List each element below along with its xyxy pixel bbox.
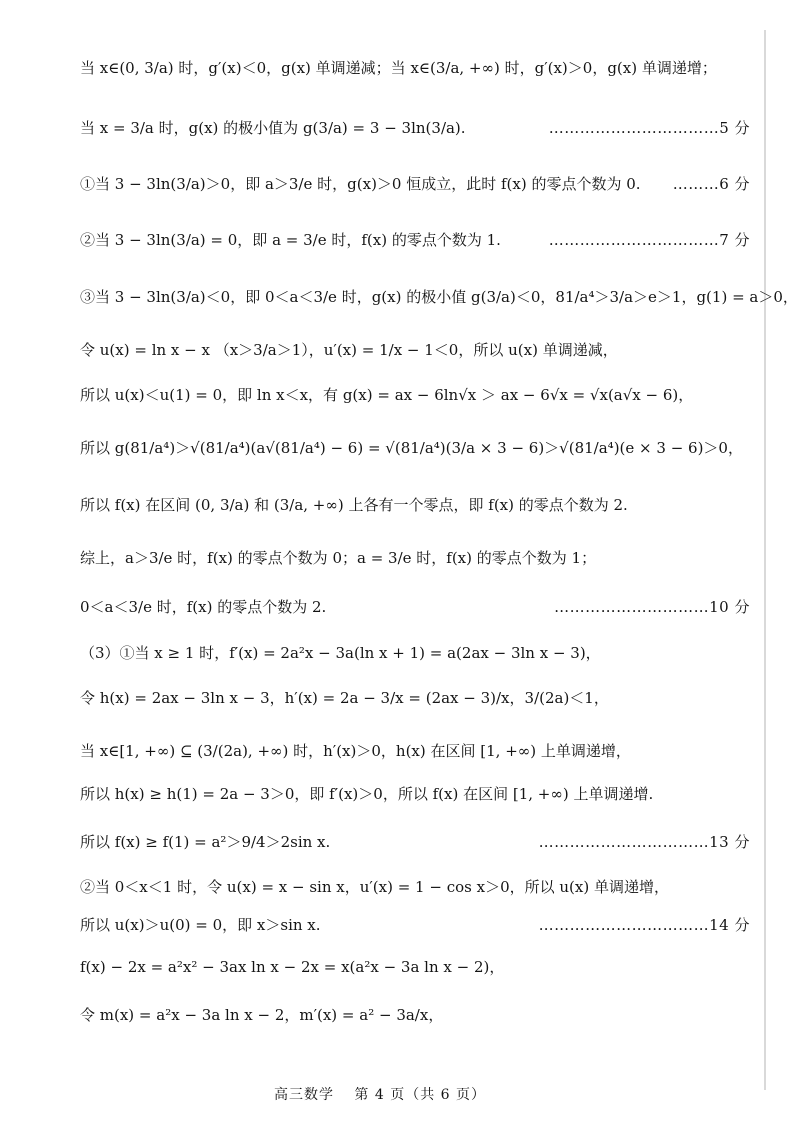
text-line: ②当 3 − 3ln(3/a) = 0，即 a = 3/e 时，f(x) 的零点个数为 1. xyxy=(80,231,501,249)
text-line: 综上，a＞3/e 时，f(x) 的零点个数为 0；a = 3/e 时，f(x) 的零点个数为 1； xyxy=(80,549,597,567)
text-line: ②当 0＜x＜1 时，令 u(x) = x − sin x，u′(x) = 1 − cos x＞0，所以 u(x) 单调递增， xyxy=(80,878,669,896)
text-line: 令 h(x) = 2ax − 3ln x − 3，h′(x) = 2a − 3/x = (2ax − 3)/x，3/(2a)＜1， xyxy=(80,689,609,707)
score-marker: ……………………………14 分 xyxy=(538,916,750,934)
text-line: 所以 u(x)＞u(0) = 0，即 x＞sin x. xyxy=(80,916,321,934)
page-footer: 高三数学 第 4 页（共 6 页） xyxy=(273,1087,487,1103)
score-marker: ………6 分 xyxy=(672,175,750,193)
text-line: 所以 f(x) ≥ f(1) = a²＞9/4＞2sin x. xyxy=(80,833,331,851)
text-line: 令 m(x) = a²x − 3a ln x − 2，m′(x) = a² − 3a/x， xyxy=(80,1006,444,1024)
text-line: 所以 u(x)＜u(1) = 0，即 ln x＜x，有 g(x) = ax − 6ln√x ＞ ax − 6√x = √x(a√x − 6)， xyxy=(80,386,694,404)
text-line: ①当 3 − 3ln(3/a)＞0，即 a＞3/e 时，g(x)＞0 恒成立，此时 f(x) 的零点个数为 0. xyxy=(80,175,641,193)
text-line: 0＜a＜3/e 时，f(x) 的零点个数为 2. xyxy=(80,598,327,616)
score-marker: ……………………………13 分 xyxy=(538,833,750,851)
text-line: ③当 3 − 3ln(3/a)＜0，即 0＜a＜3/e 时，g(x) 的极小值 g(3/a)＜0，81/a⁴＞3/a＞e＞1，g(1) = a＞0， xyxy=(80,288,798,306)
text-line: 所以 g(81/a⁴)＞√(81/a⁴)(a√(81/a⁴) − 6) = √(81/a⁴)(3/a × 3 − 6)＞√(81/a⁴)(e × 3 − 6)＞0， xyxy=(80,439,743,457)
text-line: 所以 h(x) ≥ h(1) = 2a − 3＞0，即 f′(x)＞0，所以 f(x) 在区间 [1, +∞) 上单调递增. xyxy=(80,785,654,803)
text-line: 当 x = 3/a 时，g(x) 的极小值为 g(3/a) = 3 − 3ln(3/a). xyxy=(80,119,466,137)
text-line: 所以 f(x) 在区间 (0, 3/a) 和 (3/a, +∞) 上各有一个零点，即 f(x) 的零点个数为 2. xyxy=(80,496,628,514)
score-marker: ……………………………7 分 xyxy=(548,231,750,249)
text-line: 令 u(x) = ln x − x （x＞3/a＞1），u′(x) = 1/x − 1＜0，所以 u(x) 单调递减， xyxy=(80,341,618,359)
text-line: 当 x∈(0, 3/a) 时，g′(x)＜0，g(x) 单调递减；当 x∈(3/a, +∞) 时，g′(x)＞0，g(x) 单调递增； xyxy=(80,59,717,77)
text-line: f(x) − 2x = a²x² − 3ax ln x − 2x = x(a²x − 3a ln x − 2)， xyxy=(80,958,505,976)
score-marker: ……………………………5 分 xyxy=(548,119,750,137)
text-line: （3）①当 x ≥ 1 时，f′(x) = 2a²x − 3a(ln x + 1) = a(2ax − 3ln x − 3)， xyxy=(80,644,601,662)
score-marker: …………………………10 分 xyxy=(554,598,750,616)
text-line: 当 x∈[1, +∞) ⊆ (3/(2a), +∞) 时，h′(x)＞0，h(x) 在区间 [1, +∞) 上单调递增， xyxy=(80,742,631,760)
page-edge xyxy=(764,30,766,1090)
